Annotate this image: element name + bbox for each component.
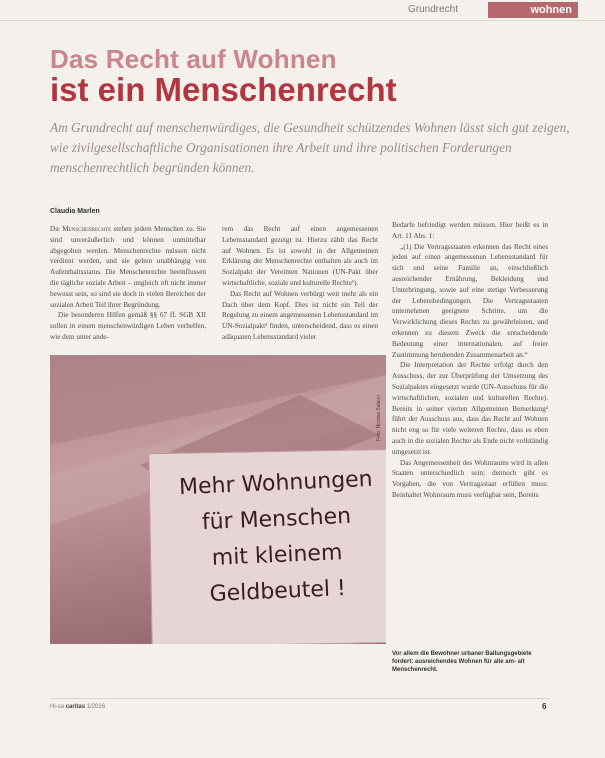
author-byline: Claudia Marlen xyxy=(50,208,100,215)
magazine-prefix: Hi-sa xyxy=(50,704,65,710)
footer-divider xyxy=(50,698,550,699)
paragraph: Die Interpretation der Rechte erfolgt durch den Ausschuss, der zur Überprüfung der Umsetzung des Sozialpaktes eingesetzt wurde (UN-Ausschuss für die wirtschaftlichen, sozialen und kulturellen Rechte). Bereits in seiner vierten Allgemeinen Bemerkung³ führt der Ausschuss aus, dass das Recht auf Wohnen nicht eng so für viele weiteren Rechte, dass es eben auch in die sozialen Rechte als Ende nicht vollständig umgesetzt ist. xyxy=(392,361,548,456)
paragraph: Die besonderen Hilfen gemäß §§ 67 ff. SGB XII sollen in einem menschenwürdigen Leben verhelfen, wie dem unter ande- xyxy=(50,311,206,341)
footer-magazine xyxy=(50,704,105,710)
paragraph xyxy=(50,224,206,310)
page-number: 6 xyxy=(542,702,547,711)
paragraph: „(1) Die Vertragsstaaten erkennen das Recht eines jeden auf einen angemessenen Lebensstandard für sich und seine Familie an, einschließlich ausreichender Ernährung, Bekleidung und Unterbringung, sowie auf eine stetige Verbesserung der Lebensbedingungen. Die Vertragsstaaten unternehmen geeignete Schritte, um die Verwirklichung dieses Rechts zu gewährleisten, und erkennen zu diesem Zweck die entscheidende Bedeutung einer internationalen, auf freier Zustimmung beruhenden Zusammenarbeit an.“ xyxy=(392,242,548,359)
paragraph: Das Angemessenheit des Wohnraums wird in allen Staaten unterschiedlich sein; dennoch gibt es Vorgaben, die von Vertragsstaat erfüllen muss: Beinhaltet Wohnraum muss verfügbar sein, Bereits xyxy=(392,458,548,499)
article-title-line1: Das Recht auf Wohnen xyxy=(50,44,337,74)
sign-text xyxy=(160,464,386,612)
paragraph: rem das Recht auf einen angemessenen Lebensstandard gezeigt ist. Hierzu zählt das Recht auf Wohnen. Es ist sowohl in der Allgemeinen Erklärung der Menschenrechte enthalten als auch im Sozialpakt der Vereinten Nationen (UN-Pakt über wirtschaftliche, soziale und kulturelle Rechte¹). xyxy=(222,225,378,287)
sign-line: Geldbeutel ! xyxy=(209,576,347,607)
paragraph: Bedarfe befriedigt werden müssen. Hier heißt es in Art. 11 Abs. 1: xyxy=(392,221,548,240)
photo-caption: Vor allem die Bewohner urbaner Ballungsgebiete fordert: ausreichendes Wohnen für alle am- alt Menschenrecht. xyxy=(392,651,532,673)
text-column-3 xyxy=(392,220,548,501)
text-column-2 xyxy=(222,224,378,343)
sign-line: Mehr Wohnungen xyxy=(178,466,374,501)
article-title-line2: ist ein Menschenrecht xyxy=(50,71,397,108)
paragraph-text: stehen jedem Menschen zu. Sie sind unveräußerlich und können unmittelbar abgegolten werden. Menschenrechte müssen nicht verdient werden, und sie gelten unabhängig von Aufenthaltsstatus. Die Menschenrechte beeinflussen die tägliche soziale Arbeit – ungleich oft nicht immer bewusst sein, so sind sie doch in vielen Bereichen der sozialen Arbeit Teil ihrer Begründung. xyxy=(50,225,206,309)
paragraph-lead-in: Die Menschenrechte xyxy=(50,225,112,233)
section-tag: wohnen xyxy=(488,2,578,18)
magazine-issue: 1/2016 xyxy=(86,704,106,710)
protest-sign-photo xyxy=(50,355,386,644)
article-lead: Am Grundrecht auf menschenwürdiges, die Gesundheit schützendes Wohnen lässt sich gut zeigen, wie zivilgesellschaftliche Organisationen ihre Arbeit und ihre politischen Forderungen menschenrechtlich begründen können. xyxy=(50,120,570,175)
paragraph: Das Recht auf Wohnen verbürgt weit mehr als ein Dach über dem Kopf. Dies ist nicht ein Teil der Regelung zu einem angemessenen Lebensstandard im UN-Sozialpakt² finden, unterscheidend, dass es einen adäquaten Lebensstandard vieler xyxy=(222,289,378,341)
sign-line: für Menschen xyxy=(201,503,352,536)
text-column-1 xyxy=(50,224,206,343)
header-divider xyxy=(0,20,605,21)
cardboard-sign xyxy=(148,449,386,644)
magazine-name: caritas xyxy=(65,704,86,710)
sign-line: mit kleinem xyxy=(211,540,343,571)
photo-credit: Foto: Nicolas Salaun xyxy=(376,395,382,442)
section-rubric: Grundrecht xyxy=(408,4,459,15)
